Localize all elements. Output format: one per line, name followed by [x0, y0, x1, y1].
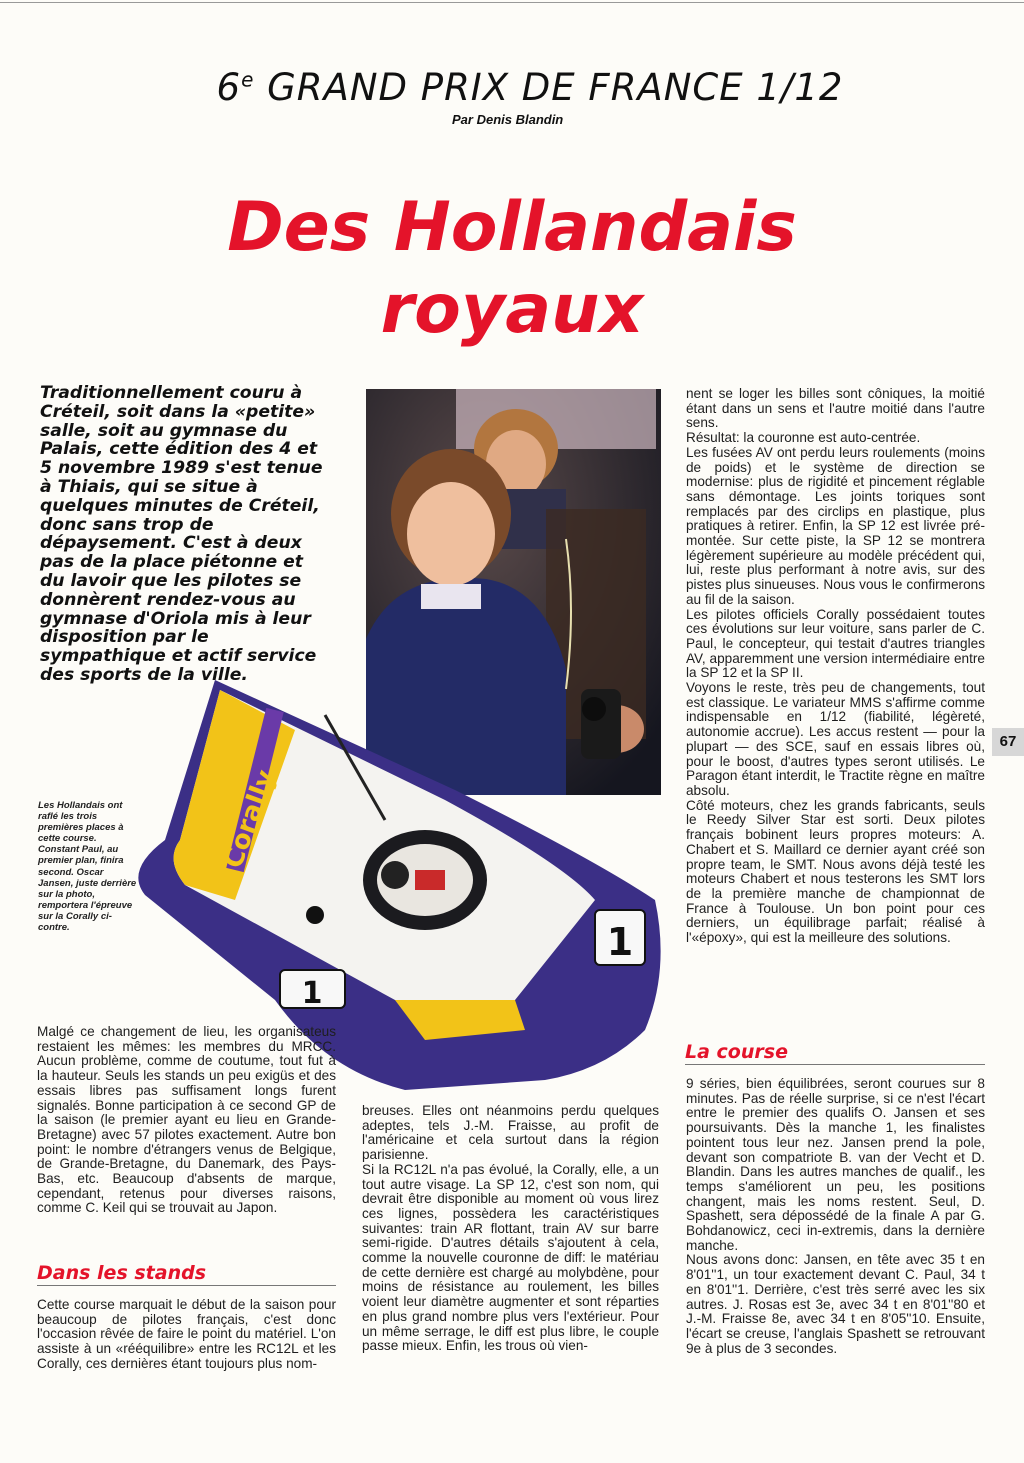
car-number-front: 1	[606, 920, 634, 964]
paragraph: Nous avons donc: Jansen, en tête avec 35 t en 8'01''1, un tour exactement devant C. Paul, 34 t en 8'01''1. Derrière, c'est très serré avec les six autres. J. Rosas est 3e, avec 34 t en 8'01''80 et J.-M. Fraisse 8e, avec 34 t en 8'05''10. Ensuite, l'écart se creuse, l'anglais Spashett se retrouvant 9e à plus de 3 secondes.	[686, 1252, 985, 1356]
paragraph: Les pilotes officiels Corally possédaient toutes ces évolutions sur leur voiture, sans parler de C. Paul, le concepteur, qui testait d'autres triangles AV, apparemment une version intermédiaire entre la SP 12 et la SP II.	[686, 606, 985, 681]
page-number-tab: 67	[992, 728, 1024, 756]
column4-text	[686, 1077, 985, 1356]
column3-text	[686, 387, 985, 946]
column1-text	[37, 1025, 336, 1216]
car-number-side: 1	[301, 976, 323, 1011]
paragraph: Voyons le reste, très peu de changements, tout est classique. Le variateur MMS s'affirme comme indispensable en 1/12 (fiabilité, légèreté, autonomie accrue). Les accus restent — pour la plupart — des SCE, sauf en essais libres où, pour le boost, d'autres types seront utilisés. Le Paragon étant interdit, le Tractite règne en maître absolu.	[686, 680, 985, 798]
paragraph: 9 séries, bien équilibrées, seront courues sur 8 minutes. Pas de réelle surprise, si ce n'est l'écart entre le premier des qualifs O. Jansen et ses poursuivants. Dès la manche 1, les finalistes pointent tous leur nez. Jansen prend la pole, devant son compatriote B. van der Vecht et D. Blandin. Dans les autres manches de qualif., les temps s'améliorent un peu, les positions changent, mais les noms restent. Seul, D. Spashett, sera dépossédé de la finale A par G. Bohdanowicz, ceci in-extremis, dans la dernière manche.	[686, 1076, 985, 1253]
paragraph: Si la RC12L n'a pas évolué, la Corally, elle, a un tout autre visage. La SP 12, c'est son nom, qui devrait être disponible au moment où vous lirez ces lignes, possèdera les caractéristiques suivantes: train AR flottant, train AV sur barre semi-rigide. D'autres détails s'ajoutent à cela, comme la nouvelle couronne de diff: le matériau de cette dernière est chargé au molybdène, pour moins de résistance au roulement, les billes voient leur diamètre augmenter et sont réparties en plus grand nombre plus vers l'extérieur. Pour un même serrage, le diff est plus libre, le couple passe mieux. Enfin, les trous où vien-	[362, 1161, 659, 1354]
headline-line2: royaux	[380, 270, 644, 349]
paragraph: Cette course marquait le début de la saison pour beaucoup de pilotes français, c'est donc l'occasion rêvée de faire le point du matériel. L'on assiste à un «rééquilibre» entre les RC12L et les Corally, ces dernières étant toujours plus nom-	[37, 1297, 336, 1371]
intro-paragraph: Traditionnellement couru à Créteil, soit dans la «petite» salle, soit au gymnase du Palais, cette édition des 4 et 5 novembre 1989 s'est tenue à Thiais, qui se situe à quelques minutes de Créteil, donc sans trop de dépaysement. C'est à deux pas de la place piétonne et du lavoir que les pilotes se donnèrent rendez-vous au gymnase d'Oriola mis à leur disposition par le sympathique et actif service des sports de la ville.	[40, 383, 323, 685]
car-brand-decal: Corally	[218, 766, 282, 873]
paragraph: breuses. Elles ont néanmoins perdu quelques adeptes, tels J.-M. Fraisse, au profit de l'américaine et cela surtout dans la région parisienne.	[362, 1103, 659, 1163]
paragraph: nent se loger les billes sont côniques, la moitié étant dans un sens et l'autre moitié dans l'autre sens.	[686, 386, 985, 431]
column2-text	[362, 1104, 659, 1354]
column1-stands-text	[37, 1298, 336, 1372]
headline-line1: Des Hollandais	[227, 188, 797, 267]
byline: Par Denis Blandin	[452, 112, 564, 127]
photo-caption: Les Hollandais ont raflé les trois premières places à cette course. Constant Paul, au premier plan, finira second. Oscar Jansen, juste derrière sur la photo, remportera l'épreuve sur la Corally ci-contre.	[38, 800, 137, 934]
paragraph: Résultat: la couronne est auto-centrée.	[686, 430, 921, 446]
page-top-rule	[0, 2, 1024, 3]
paragraph: Côté moteurs, chez les grands fabricants, seuls le Reedy Silver Star est sorti. Deux pilotes français bobinent leurs propres moteurs: A. Chabert et S. Maillard ce dernier ayant créé son propre team, le SMT. Nous avons déjà testé les moteurs Chabert et nous testerons les SMT lors de la première manche de championnat de France à Toulouse. Un bon point pour ces derniers, un équilibrage parfait; réalisé à l'«époxy», qui est la meilleure des solutions.	[686, 797, 985, 946]
supertitle: 6e GRAND PRIX DE FRANCE 1/12	[216, 66, 844, 109]
section-heading-stands: Dans les stands	[37, 1262, 336, 1286]
section-heading-course: La course	[685, 1041, 985, 1065]
paragraph: Les fusées AV ont perdu leurs roulements (moins de poids) et le système de direction se modernise: plus de rigidité et pincement réglable sans démontage. Les joints toriques sont remplacés par des circlips en plastique, plus pratiques à retirer. Enfin, la SP 12 est livrée pré-montée. Sur cette piste, la SP 12 se montrera légèrement supérieure au modèle précédent qui, lui, reste plus performant à notre avis, sur des pistes plus sinueuses. Nous vous le confirmerons au fil de la saison.	[686, 444, 985, 607]
paragraph: Malgé ce changement de lieu, les organisateus restaient les mêmes: les membres du MRCC. Aucun problème, comme de coutume, tout fut à la hauteur. Seuls les stands un peu exigüs et des essais libres pas suffisament longs furent signalés. Bonne participation à ce second GP de la saison (le premier ayant eu lieu en Grande-Bretagne) avec 57 pilotes exactement. Autre bon point: le nombre d'étrangers venus de Belgique, de Grande-Bretagne, du Danemark, des Pays-Bas, etc. Beaucoup d'absents de marque, cependant, retenus pour diverses raisons, comme C. Keil qui se trouvait au Japon.	[37, 1024, 336, 1216]
